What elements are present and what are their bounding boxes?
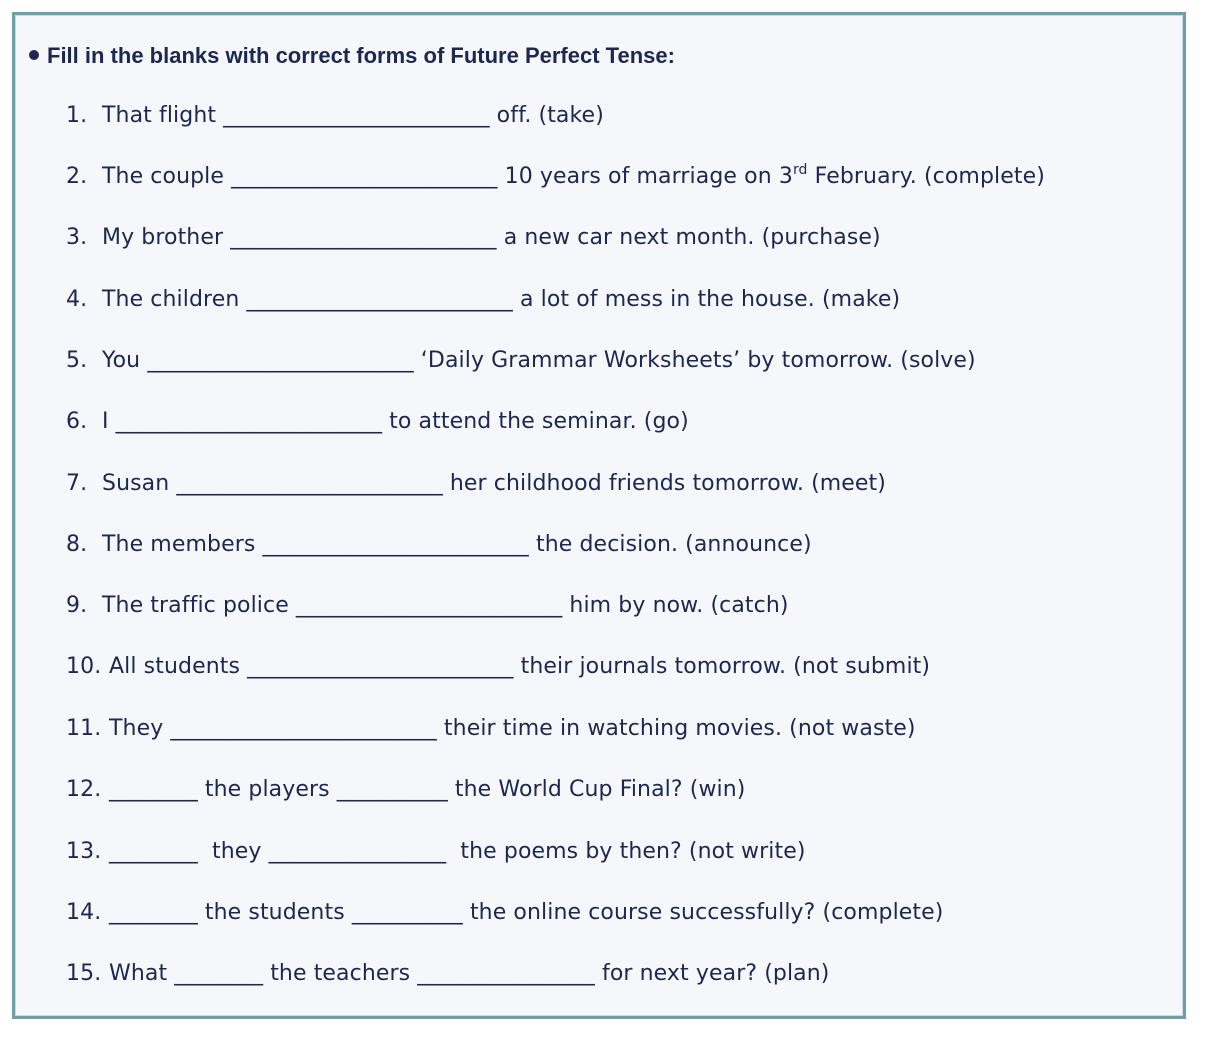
question-4 — [66, 287, 900, 312]
question-14 — [66, 900, 943, 925]
question-10 — [66, 654, 930, 679]
question-text: All students ________________________ their journals tomorrow. (not submit) — [109, 654, 931, 679]
question-number: 1. — [66, 103, 88, 128]
question-text-end: February. (complete) — [807, 164, 1045, 189]
question-text: Susan ________________________ her childhood friends tomorrow. (meet) — [102, 471, 886, 496]
question-number: 3. — [66, 225, 88, 250]
question-number: 8. — [66, 532, 88, 557]
question-number: 4. — [66, 287, 88, 312]
question-13 — [66, 839, 806, 864]
question-number: 15. — [66, 961, 102, 986]
question-number: 5. — [66, 348, 88, 373]
question-number: 9. — [66, 593, 88, 618]
question-number: 2. — [66, 164, 88, 189]
question-9 — [66, 593, 789, 618]
question-number: 10. — [66, 654, 102, 679]
question-6 — [66, 409, 689, 434]
question-text: I ________________________ to attend the seminar. (go) — [102, 409, 689, 434]
worksheet-heading: Fill in the blanks with correct forms of Future Perfect Tense: — [29, 43, 675, 69]
question-12 — [66, 777, 745, 802]
question-text: You ________________________ ‘Daily Grammar Worksheets’ by tomorrow. (solve) — [102, 348, 976, 373]
question-number: 6. — [66, 409, 88, 434]
question-number: 11. — [66, 716, 102, 741]
ordinal-suffix: rd — [792, 162, 808, 178]
bullet-icon — [29, 50, 39, 60]
question-8 — [66, 532, 812, 557]
question-text: My brother ________________________ a new car next month. (purchase) — [102, 225, 881, 250]
question-1 — [66, 103, 604, 128]
question-11 — [66, 716, 916, 741]
question-15 — [66, 961, 830, 986]
question-text: ________ the students __________ the online course successfully? (complete) — [109, 900, 944, 925]
question-5 — [66, 348, 976, 373]
question-text: The members ________________________ the decision. (announce) — [102, 532, 812, 557]
question-number: 13. — [66, 839, 102, 864]
question-text: The children ________________________ a lot of mess in the house. (make) — [102, 287, 901, 312]
question-3 — [66, 225, 881, 250]
question-text: The couple ________________________ 10 years of marriage on 3 — [102, 164, 793, 189]
question-number: 7. — [66, 471, 88, 496]
question-2 — [66, 164, 1045, 189]
question-text: The traffic police ________________________ him by now. (catch) — [102, 593, 789, 618]
question-text: ________ the players __________ the World Cup Final? (win) — [109, 777, 746, 802]
question-text: ________ they ________________ the poems by then? (not write) — [109, 839, 806, 864]
question-number: 14. — [66, 900, 102, 925]
question-text: What ________ the teachers ________________ for next year? (plan) — [109, 961, 830, 986]
question-text: They ________________________ their time in watching movies. (not waste) — [109, 716, 916, 741]
question-7 — [66, 471, 886, 496]
worksheet — [12, 12, 1186, 1019]
question-number: 12. — [66, 777, 102, 802]
question-text: That flight ________________________ off. (take) — [102, 103, 604, 128]
